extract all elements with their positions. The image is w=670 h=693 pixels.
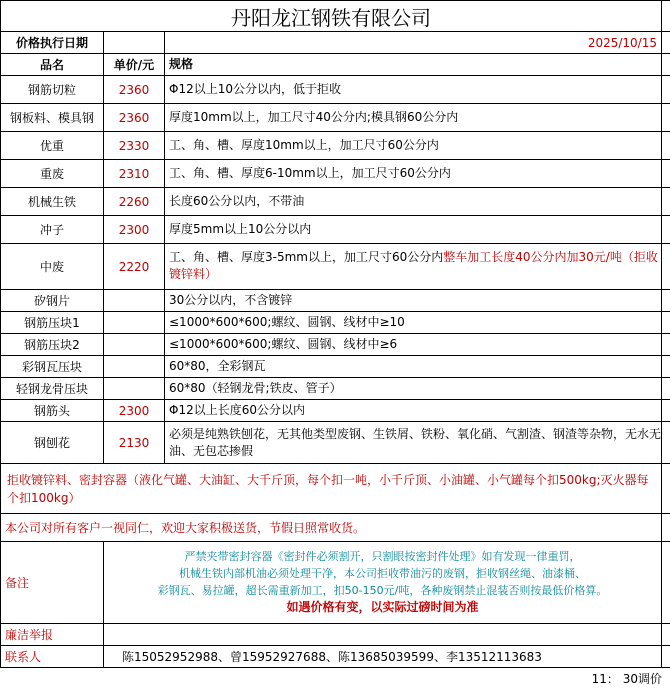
col-header-name: 品名 [0,54,104,75]
item-spec: 工、角、槽、厚度10mm以上，加工尺寸60公分内 [165,132,662,159]
fair-notice: 本公司对所有客户一视同仁，欢迎大家积极送货，节假日照常收货。 [0,514,662,541]
item-spec: 厚度10mm以上，加工尺寸40公分内;模具钢60公分内 [165,104,662,131]
item-name: 重废 [0,160,104,187]
item-spec-text: 工、角、槽、厚度3-5mm以上，加工尺寸60公分内 [169,250,444,264]
table-row [0,244,670,290]
header-row [0,54,670,76]
date-row [0,32,670,54]
date-label: 价格执行日期 [0,32,104,53]
remark-line: 严禁夹带密封容器《密封件必须割开，只割眼按密封件处理》如有发现一律重罚， [184,550,581,563]
item-price [104,378,165,399]
col-header-price: 单价/元 [104,54,165,75]
contact-label: 联系人 [0,646,104,667]
table-row [0,104,670,132]
item-price: 2300 [104,216,165,243]
item-name: 钢刨花 [0,422,104,463]
table-row [0,400,670,422]
table-row [0,290,670,312]
table-row [0,356,670,378]
contact-row [0,646,670,668]
title-row [0,0,670,32]
item-price: 2130 [104,422,165,463]
contact-numbers: 陈15052952988、曾15952927688、陈13685039599、李13512113683 [104,646,662,667]
date-value: 2025/10/15 [165,32,662,53]
item-spec: 长度60公分以内，不带油 [165,188,662,215]
table-row [0,422,670,464]
item-spec [165,244,662,289]
item-name: 钢筋压块1 [0,312,104,333]
item-name: 钢筋压块2 [0,334,104,355]
item-name: 机械生铁 [0,188,104,215]
item-spec: Φ12以上10公分以内，低于拒收 [165,76,662,103]
item-spec: 30公分以内，不含镀锌 [165,290,662,311]
item-price: 2360 [104,76,165,103]
col-header-spec: 规格 [165,54,662,75]
table-row [0,160,670,188]
item-name: 优重 [0,132,104,159]
item-name: 钢筋切粒 [0,76,104,103]
reject-notice: 拒收镀锌料、密封容器（液化气罐、大油缸、大千斤顶，每个扣一吨，小千斤顶、小油罐、小气罐每个扣500kg;灭火器每个扣100kg） [0,464,662,513]
item-spec: ≤1000*600*600;螺纹、圆钢、线材中≥10 [165,312,662,333]
item-spec-note: 整车加工长度40公分内加30元/吨（拒收镀锌料） [169,250,658,281]
integrity-blank [104,624,662,645]
table-row [0,378,670,400]
item-name: 钢板料、模具钢 [0,104,104,131]
item-name: 中废 [0,244,104,289]
item-price [104,312,165,333]
table-row [0,216,670,244]
remark-row [0,542,670,624]
item-price: 2220 [104,244,165,289]
date-blank [104,32,165,53]
fair-notice-row [0,514,670,542]
item-name: 轻钢龙骨压块 [0,378,104,399]
footer [0,668,670,688]
remark-emphasis: 如遇价格有变，以实际过磅时间为准 [286,600,479,614]
remark-content [104,542,662,623]
item-spec: 60*80，全彩钢瓦 [165,356,662,377]
item-price: 2310 [104,160,165,187]
table-row [0,312,670,334]
reject-notice-row [0,464,670,514]
item-spec: Φ12以上长度60公分以内 [165,400,662,421]
remark-label: 备注 [0,542,104,623]
item-price [104,356,165,377]
item-price: 2360 [104,104,165,131]
item-spec: 厚度5mm以上10公分以内 [165,216,662,243]
item-spec: 60*80（轻钢龙骨;铁皮、管子） [165,378,662,399]
item-price: 2330 [104,132,165,159]
table-row [0,76,670,104]
item-name: 钢筋头 [0,400,104,421]
table-row [0,188,670,216]
item-price [104,290,165,311]
item-price: 2260 [104,188,165,215]
company-title: 丹阳龙江钢铁有限公司 [0,1,662,31]
item-name: 冲子 [0,216,104,243]
remark-line: 彩钢瓦、易拉罐，超长需重新加工，扣50-150元/吨，各种废钢禁止混装否则按最低价格算。 [157,584,608,597]
item-spec: 必须是纯熟铁刨花，无其他类型废钢、生铁屑、铁粉、氧化硝、气割渣、钢渣等杂物，无水无油、无包芯掺假 [165,422,662,463]
integrity-label: 廉洁举报 [0,624,104,645]
item-name: 矽钢片 [0,290,104,311]
item-price [104,334,165,355]
footer-time: 11： 30调价 [591,672,662,686]
item-price: 2300 [104,400,165,421]
table-row [0,334,670,356]
item-name: 彩钢瓦压块 [0,356,104,377]
item-spec: ≤1000*600*600;螺纹、圆钢、线材中≥6 [165,334,662,355]
integrity-row [0,624,670,646]
item-spec: 工、角、槽、厚度6-10mm以上，加工尺寸60公分内 [165,160,662,187]
remark-line: 机械生铁内部机油必须处理干净，本公司拒收带油污的废钢，拒收钢丝绳、油漆桶、 [179,567,586,580]
table-row [0,132,670,160]
